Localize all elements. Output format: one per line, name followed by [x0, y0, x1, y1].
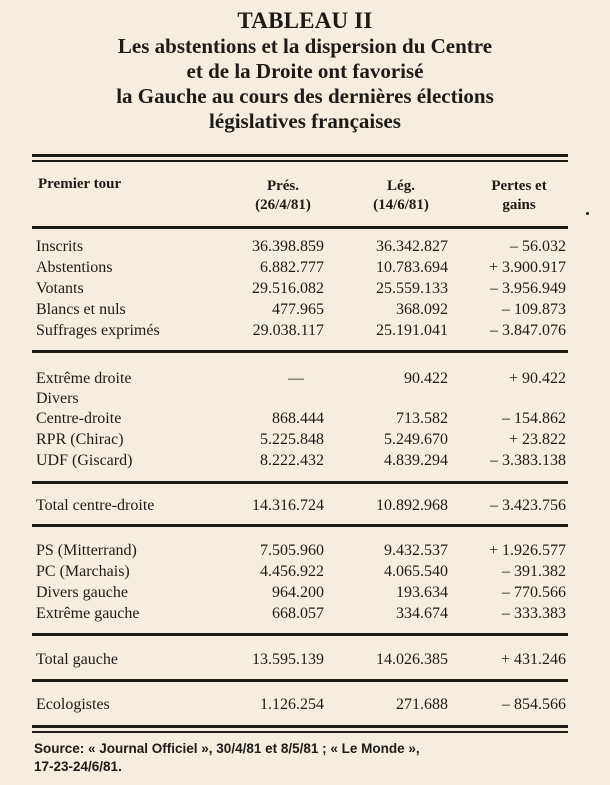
row-diff: – 3.847.076 — [490, 322, 566, 339]
row-diff: + 90.422 — [508, 370, 566, 387]
print-speck — [586, 212, 589, 215]
section-rule-3 — [32, 524, 568, 527]
row-label: Total centre-droite — [36, 497, 155, 514]
row-label: Total gauche — [36, 651, 118, 668]
row-leg: 10.783.694 — [376, 259, 448, 276]
row-pres: 13.595.139 — [252, 651, 324, 668]
row-diff: + 431.246 — [500, 651, 566, 668]
column-header-pres — [240, 177, 326, 215]
row-leg: 25.191.041 — [376, 322, 448, 339]
table-row — [36, 582, 566, 603]
row-diff: + 1.926.577 — [488, 542, 566, 559]
header-rule — [32, 226, 568, 229]
row-leg: 713.582 — [396, 410, 448, 427]
row-label: RPR (Chirac) — [36, 431, 124, 448]
row-pres: 477.965 — [272, 301, 324, 318]
table-row — [36, 429, 566, 450]
column-header-diff-line2: gains — [502, 197, 536, 213]
column-header-leg — [358, 177, 444, 215]
section-rule-5 — [32, 679, 568, 682]
table-header — [0, 8, 610, 134]
section-rule-2 — [32, 481, 568, 484]
row-leg: 14.026.385 — [376, 651, 448, 668]
table-row — [36, 561, 566, 582]
source-note — [34, 740, 574, 776]
row-diff: – 109.873 — [502, 301, 566, 318]
row-pres: 8.222.432 — [260, 452, 324, 469]
column-header-round: Premier tour — [38, 176, 122, 192]
row-pres: — — [288, 370, 304, 387]
row-diff: – 3.956.949 — [490, 280, 566, 297]
row-leg: 5.249.670 — [384, 431, 448, 448]
row-pres: 4.456.922 — [260, 563, 324, 580]
section-rule-4 — [32, 633, 568, 636]
column-header-leg-line1: Lég. — [387, 178, 415, 194]
row-leg: 36.342.827 — [376, 238, 448, 255]
row-label: Divers — [36, 390, 79, 407]
source-line-2: 17-23-24/6/81. — [34, 759, 122, 774]
row-diff: – 3.383.138 — [490, 452, 566, 469]
column-header-pres-line1: Prés. — [266, 178, 300, 194]
row-leg: 271.688 — [396, 696, 448, 713]
row-leg: 368.092 — [396, 301, 448, 318]
table-label: TABLEAU II — [237, 8, 373, 33]
table-row — [36, 540, 566, 561]
column-header-pres-line2: (26/4/81) — [255, 197, 311, 213]
row-label: UDF (Giscard) — [36, 452, 133, 469]
row-pres: 964.200 — [272, 584, 324, 601]
top-rule-2 — [32, 160, 568, 162]
row-leg: 25.559.133 — [376, 280, 448, 297]
row-leg: 193.634 — [396, 584, 448, 601]
table-row-total — [36, 649, 566, 670]
column-header-diff — [476, 177, 562, 215]
row-label: Centre-droite — [36, 410, 122, 427]
row-pres: 6.882.777 — [260, 259, 324, 276]
column-header-diff-line1: Pertes et — [491, 178, 547, 194]
row-pres: 668.057 — [272, 605, 324, 622]
row-diff: – 770.566 — [502, 584, 566, 601]
row-pres: 1.126.254 — [260, 696, 324, 713]
row-pres: 36.398.859 — [252, 238, 324, 255]
row-label: Extrême droite — [36, 370, 132, 387]
title-line-3: la Gauche au cours des dernières élections — [116, 84, 494, 108]
row-leg: 4.839.294 — [384, 452, 448, 469]
table-row — [36, 320, 566, 341]
row-leg: 4.065.540 — [384, 563, 448, 580]
source-line-1: Source: « Journal Officiel », 30/4/81 et 8/5/81 ; « Le Monde », — [34, 741, 420, 756]
row-label: PS (Mitterrand) — [36, 542, 137, 559]
table-row — [36, 408, 566, 429]
table-row — [36, 299, 566, 320]
bottom-rule-2 — [32, 731, 568, 733]
row-pres: 29.038.117 — [252, 322, 324, 339]
table-row — [36, 694, 566, 715]
title-line-2: et de la Droite ont favorisé — [186, 59, 424, 83]
row-leg: 10.892.968 — [376, 497, 448, 514]
row-diff: – 854.566 — [502, 696, 566, 713]
row-label: Inscrits — [36, 238, 84, 255]
row-label: Extrême gauche — [36, 605, 140, 622]
table-row — [36, 236, 566, 257]
row-label: Blancs et nuls — [36, 301, 126, 318]
row-pres: 868.444 — [272, 410, 324, 427]
row-label: Divers gauche — [36, 584, 128, 601]
row-leg: 9.432.537 — [384, 542, 448, 559]
row-diff: – 56.032 — [510, 238, 566, 255]
row-label: Votants — [36, 280, 84, 297]
section-rule-1 — [32, 350, 568, 353]
row-diff: – 333.383 — [502, 605, 566, 622]
table-row — [36, 368, 566, 389]
row-pres: 14.316.724 — [252, 497, 324, 514]
row-label: Suffrages exprimés — [36, 322, 160, 339]
row-diff: – 391.382 — [502, 563, 566, 580]
row-label: PC (Marchais) — [36, 563, 130, 580]
row-diff: – 3.423.756 — [490, 497, 566, 514]
title-line-1: Les abstentions et la dispersion du Centre — [117, 34, 493, 58]
row-diff: + 23.822 — [508, 431, 566, 448]
table-row — [36, 388, 566, 409]
bottom-rule-1 — [32, 725, 568, 728]
top-rule-1 — [32, 154, 568, 157]
table-row — [36, 450, 566, 471]
table-row — [36, 603, 566, 624]
column-header-leg-line2: (14/6/81) — [373, 197, 429, 213]
row-pres: 29.516.082 — [252, 280, 324, 297]
row-diff: – 154.862 — [502, 410, 566, 427]
table-row — [36, 257, 566, 278]
row-pres: 7.505.960 — [260, 542, 324, 559]
row-diff: + 3.900.917 — [488, 259, 566, 276]
table-row — [36, 278, 566, 299]
table-row-total — [36, 495, 566, 516]
row-label: Abstentions — [36, 259, 113, 276]
row-leg: 334.674 — [396, 605, 448, 622]
row-pres: 5.225.848 — [260, 431, 324, 448]
row-leg: 90.422 — [404, 370, 448, 387]
title-line-4: législatives françaises — [209, 109, 401, 133]
row-label: Ecologistes — [36, 696, 110, 713]
